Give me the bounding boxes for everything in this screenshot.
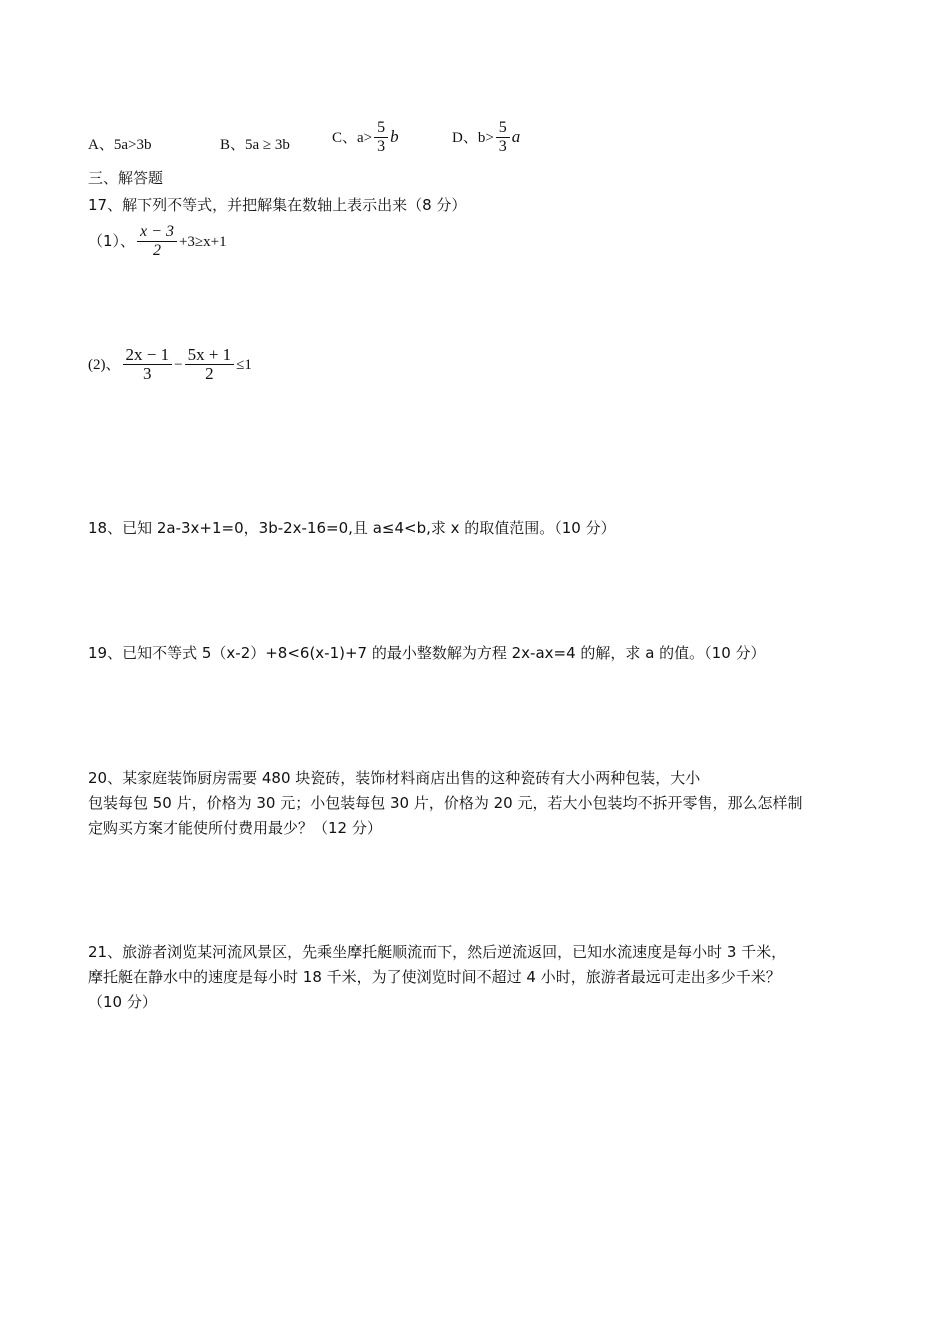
option-d-denominator: 3 [498,138,507,155]
option-b: B、5a ≥ 3b [220,137,290,153]
part-1-rest: +3≥x+1 [178,234,227,250]
option-d-numerator: 5 [496,119,510,138]
question-17: 17、解下列不等式，并把解集在数轴上表示出来（8 分） [88,196,467,214]
part-1-label: （1）、 [88,232,136,250]
question-21-line-3: （10 分） [88,993,157,1011]
section-title: 三、解答题 [88,169,164,187]
part-2-numerator-1: 2x − 1 [123,346,173,365]
option-c [332,119,399,156]
part-1-numerator: x − 3 [137,223,177,242]
question-20-line-2: 包装每包 50 片，价格为 30 元；小包装每包 30 片，价格为 20 元，若大小包装均不拆开零售，那么怎样制 [88,794,803,812]
question-18: 18、已知 2a-3x+1=0，3b-2x-16=0,且 a≤4<b,求 x 的取值范围。（10 分） [88,519,616,537]
question-20-line-3: 定购买方案才能使所付费用最少？（12 分） [88,819,382,837]
option-c-numerator: 5 [374,119,388,138]
part-2-denominator-1: 3 [143,364,152,383]
part-1-denominator: 2 [153,242,161,259]
option-d-variable: a [511,127,521,146]
question-17-part-1 [88,220,227,262]
question-21-line-1: 21、旅游者浏览某河流风景区，先乘坐摩托艇顺流而下，然后逆流返回，已知水流速度是每小时 3 千米， [88,943,787,961]
option-d-prefix: D、b> [452,130,494,146]
option-d-fraction [496,119,510,156]
part-2-rest: ≤1 [236,357,252,373]
option-d [452,119,520,156]
question-21-line-2: 摩托艇在静水中的速度是每小时 18 千米，为了使浏览时间不超过 4 小时，旅游者最远可走出多少千米？ [88,968,781,986]
option-a: A、5a>3b [88,137,152,153]
option-c-fraction [374,119,388,156]
question-17-part-2 [88,342,252,386]
part-2-fraction-2 [185,346,235,383]
part-2-label: (2)、 [88,357,121,373]
question-19: 19、已知不等式 5（x-2）+8<6(x-1)+7 的最小整数解为方程 2x-ax=4 的解，求 a 的值。（10 分） [88,644,766,662]
part-2-minus: − [174,357,183,373]
part-2-denominator-2: 2 [205,364,214,383]
part-2-fraction-1 [123,346,173,383]
option-c-denominator: 3 [377,138,386,155]
part-2-numerator-2: 5x + 1 [185,346,235,365]
question-20-line-1: 20、某家庭装饰厨房需要 480 块瓷砖，装饰材料商店出售的这种瓷砖有大小两种包装，大小 [88,769,701,787]
option-c-variable: b [390,127,399,146]
part-1-fraction [137,223,177,260]
option-c-prefix: C、a> [332,130,373,146]
